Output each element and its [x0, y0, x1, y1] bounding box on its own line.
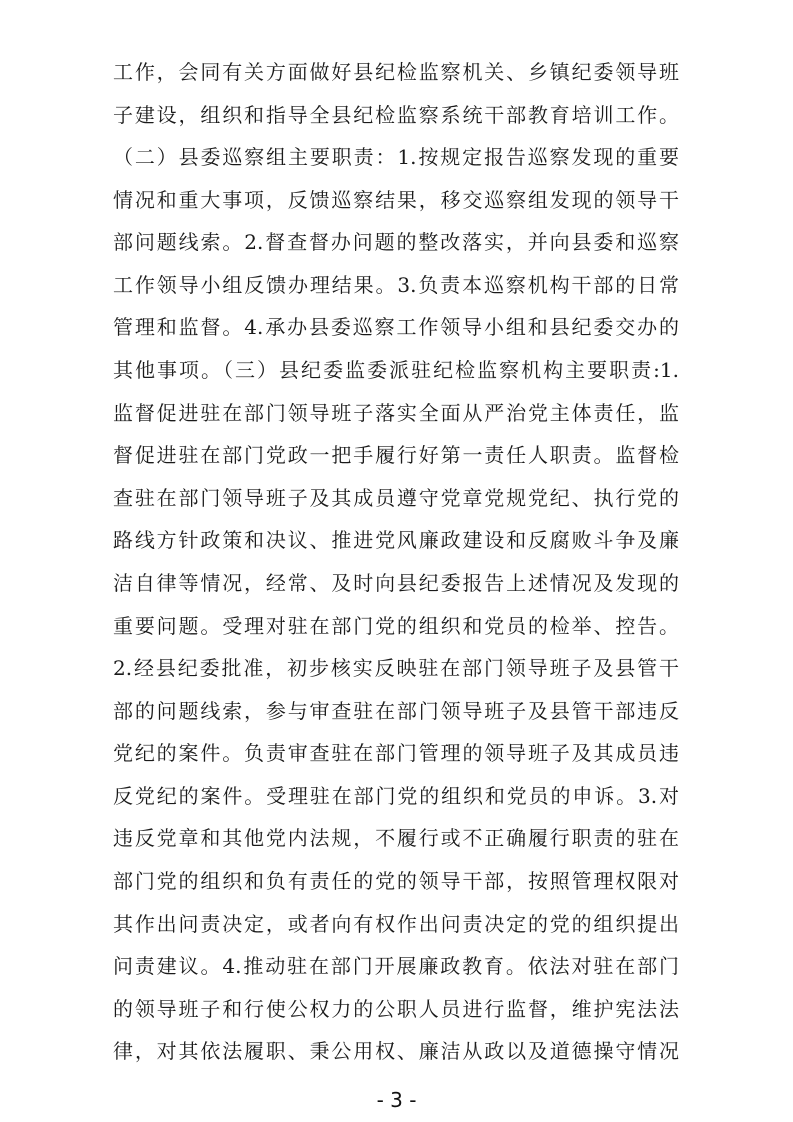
body-text-line: 工作领导小组反馈办理结果。3.负责本巡察机构干部的日常	[113, 272, 679, 297]
body-text-line: 律，对其依法履职、秉公用权、廉洁从政以及道德操守情况	[113, 1039, 679, 1064]
body-text-line: 违反党章和其他党内法规，不履行或不正确履行职责的驻在	[113, 826, 679, 851]
body-text-line: 路线方针政策和决议、推进党风廉政建设和反腐败斗争及廉	[113, 528, 679, 553]
body-text-line: 的领导班子和行使公权力的公职人员进行监督，维护宪法法	[113, 996, 679, 1021]
body-text-line: 其作出问责决定，或者向有权作出问责决定的党的组织提出	[113, 911, 679, 936]
body-text-line: 问责建议。4.推动驻在部门开展廉政教育。依法对驻在部门	[113, 954, 679, 979]
body-text-line: 重要问题。受理对驻在部门党的组织和党员的检举、控告。	[113, 613, 679, 638]
body-text-line: 洁自律等情况，经常、及时向县纪委报告上述情况及发现的	[113, 570, 679, 595]
body-text-line: 反党纪的案件。受理驻在部门党的组织和党员的申诉。3.对	[113, 783, 679, 808]
body-text-line: 查驻在部门领导班子及其成员遵守党章党规党纪、执行党的	[113, 485, 679, 510]
body-text-line: 部门党的组织和负有责任的党的领导干部，按照管理权限对	[113, 868, 679, 893]
body-text-line: 子建设，组织和指导全县纪检监察系统干部教育培训工作。	[113, 102, 679, 127]
body-text-line: 督促进驻在部门党政一把手履行好第一责任人职责。监督检	[113, 443, 679, 468]
body-text-line: 工作，会同有关方面做好县纪检监察机关、乡镇纪委领导班	[113, 60, 679, 84]
body-text-block	[113, 51, 679, 1073]
body-text-line: 部问题线索。2.督查督办问题的整改落实，并向县委和巡察	[113, 230, 679, 255]
body-text-line: 管理和监督。4.承办县委巡察工作领导小组和县纪委交办的	[113, 315, 679, 340]
body-text-line: 情况和重大事项，反馈巡察结果，移交巡察组发现的领导干	[113, 187, 679, 212]
body-text-line: 其他事项。（三）县纪委监委派驻纪检监察机构主要职责:1.	[113, 358, 679, 383]
page-number: - 3 -	[376, 1088, 417, 1112]
body-text-line: 部的问题线索，参与审查驻在部门领导班子及县管干部违反	[113, 698, 679, 723]
body-text-line: 2.经县纪委批准，初步核实反映驻在部门领导班子及县管干	[113, 656, 679, 681]
body-text-line: 监督促进驻在部门领导班子落实全面从严治党主体责任，监	[113, 400, 679, 425]
body-text-line: （二）县委巡察组主要职责：1.按规定报告巡察发现的重要	[113, 145, 679, 170]
body-text-line: 党纪的案件。负责审查驻在部门管理的领导班子及其成员违	[113, 741, 679, 766]
